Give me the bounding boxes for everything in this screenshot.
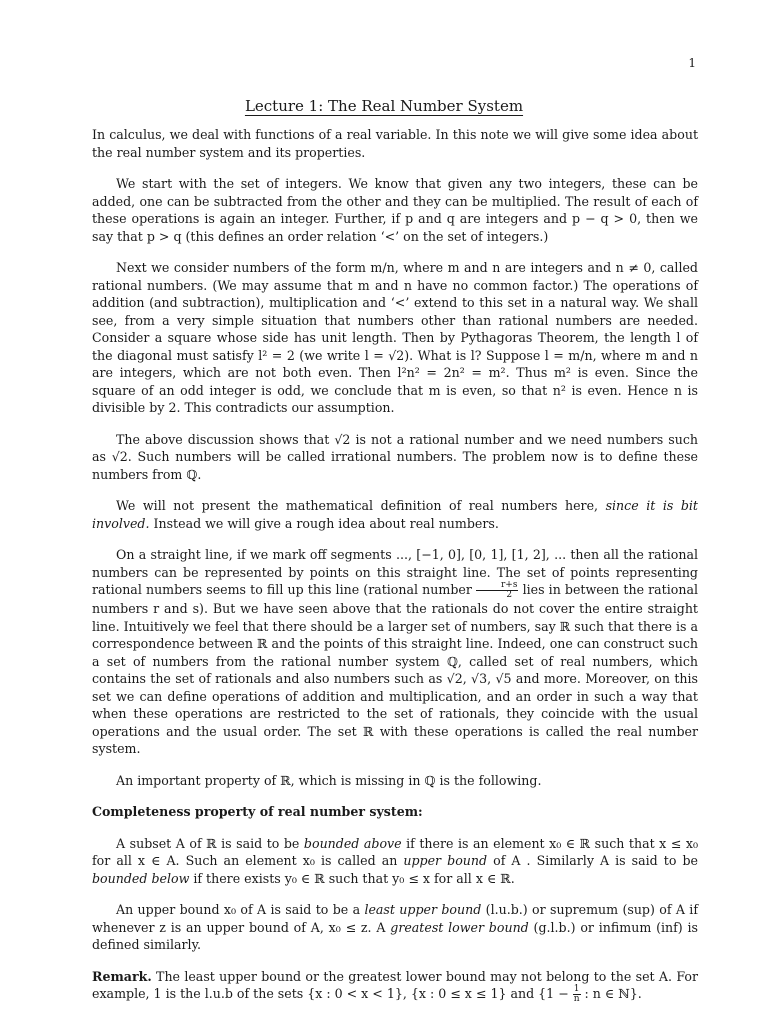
- remark-label: Remark.: [92, 968, 152, 984]
- paragraph-bounded: [92, 835, 698, 888]
- term-upper-bound: upper bound: [403, 853, 488, 868]
- paragraph-intro: In calculus, we deal with functions of a real variable. In this note we will give some idea about the real number system and its properties.: [92, 127, 698, 160]
- lecture-title: [0, 97, 768, 115]
- text-span: A subset A of ℝ is said to be: [116, 835, 304, 851]
- text-span: We will not present the mathematical definition of real numbers here,: [116, 498, 606, 513]
- paragraph-definition-note: [92, 497, 698, 532]
- section-heading-completeness: Completeness property of real number system:: [92, 804, 423, 819]
- paragraph-remark: [92, 968, 698, 1005]
- document-body: [92, 126, 698, 1018]
- paragraph-important-property: An important property of ℝ, which is missing in ℚ is the following.: [116, 772, 542, 788]
- fraction-1-over-n: [573, 985, 581, 1004]
- paragraph-rationals: Next we consider numbers of the form m/n, where m and n are integers and n ≠ 0, called rational numbers. (We may assume that m and n have no common factor.) The operations of addition (and subtraction), multiplication and ‘<’ extend to this set in a natural way. We shall see, from a very simple situation that numbers other than rational numbers are needed. Consider a square whose side has unit length. Then by Pythagoras Theorem, the length l of the diagonal must satisfy l² = 2 (we write l = √2). What is l? Suppose l = m/n, where m and n are integers, which are not both even. Then l²n² = 2n² = m². Thus m² is even. Since the square of an odd integer is odd, we conclude that m is even, so that n² is even. Hence n is divisible by 2. This contradicts our assumption.: [92, 260, 698, 415]
- fraction-denominator: 2: [506, 590, 513, 600]
- text-span: (g.l.b.) or infimum (inf) is defined similarly.: [92, 919, 698, 952]
- fraction-r-plus-s-over-2: [476, 581, 518, 600]
- paragraph-irrationals: The above discussion shows that √2 is not a rational number and we need numbers such as √2. Such numbers will be called irrational numbers. The problem now is to define these numbers from ℚ.: [92, 431, 698, 482]
- fraction-numerator: 1: [573, 984, 580, 994]
- text-span: The least upper bound or the greatest lower bound may not belong to the set A. For example, 1 is the l.u.b of the sets {x : 0 < x < 1}, {x : 0 ≤ x ≤ 1} and {1 −: [92, 968, 698, 1001]
- paragraph-integers: We start with the set of integers. We know that given any two integers, these can be added, one can be subtracted from the other and they can be multiplied. The result of each of these operations is again an integer. Further, if p and q are integers and p − q > 0, then we say that p > q (this defines an order relation ‘<’ on the set of integers.): [92, 176, 698, 244]
- term-bounded-above: bounded above: [303, 835, 402, 851]
- text-span: lies in between the rational numbers r and s). But we have seen above that the rationals do not cover the entire straight line. Intuitively we feel that there should be a larger set of numbers, say ℝ such that there is a correspondence between ℝ and the points of this straight line. Indeed, one can construct such a set of numbers from the rational number system ℚ, called set of real numbers, which contains the set of rationals and also numbers such as √2, √3, √5 and more. Moreover, on this set we can define operations of addition and multiplication, and an order in such a way that when these operations are restricted to the set of rationals, they coincide with the usual operations and the usual order. The set ℝ with these operations is called the real number system.: [92, 582, 698, 756]
- term-bounded-below: bounded below: [92, 870, 190, 886]
- text-span: (l.u.b.) or supremum (sup) of A if whenever z is an upper bound of A, x₀ ≤ z. A: [92, 902, 698, 935]
- text-span: Instead we will give a rough idea about real numbers.: [149, 515, 499, 531]
- text-span: if there exists y₀ ∈ ℝ such that y₀ ≤ x for all x ∈ ℝ.: [189, 870, 515, 886]
- italic-span: since it is bit involved.: [92, 498, 698, 531]
- paragraph-straight-line: [92, 546, 698, 758]
- fraction-denominator: n: [573, 994, 580, 1004]
- page-number: 1: [688, 56, 696, 70]
- text-span: On a straight line, if we mark off segments ..., [−1, 0], [0, 1], [1, 2], ... then all the rational numbers can be represented by points on this straight line. The set of points representing rational numbers seems to fill up this line (rational number: [92, 547, 698, 597]
- text-span: of A . Similarly A is said to be: [487, 853, 698, 868]
- text-span: if there is an element x₀ ∈ ℝ such that x ≤ x₀ for all x ∈ A. Such an element x₀ is called an: [92, 835, 699, 868]
- text-span: An upper bound x₀ of A is said to be a: [116, 902, 365, 917]
- text-span: : n ∈ ℕ}.: [580, 986, 642, 1001]
- lecture-title-text: Lecture 1: The Real Number System: [244, 97, 524, 115]
- term-least-upper-bound: least upper bound: [364, 902, 482, 917]
- paragraph-lub: [92, 901, 698, 954]
- term-greatest-lower-bound: greatest lower bound: [390, 919, 529, 935]
- fraction-numerator: r+s: [476, 581, 518, 591]
